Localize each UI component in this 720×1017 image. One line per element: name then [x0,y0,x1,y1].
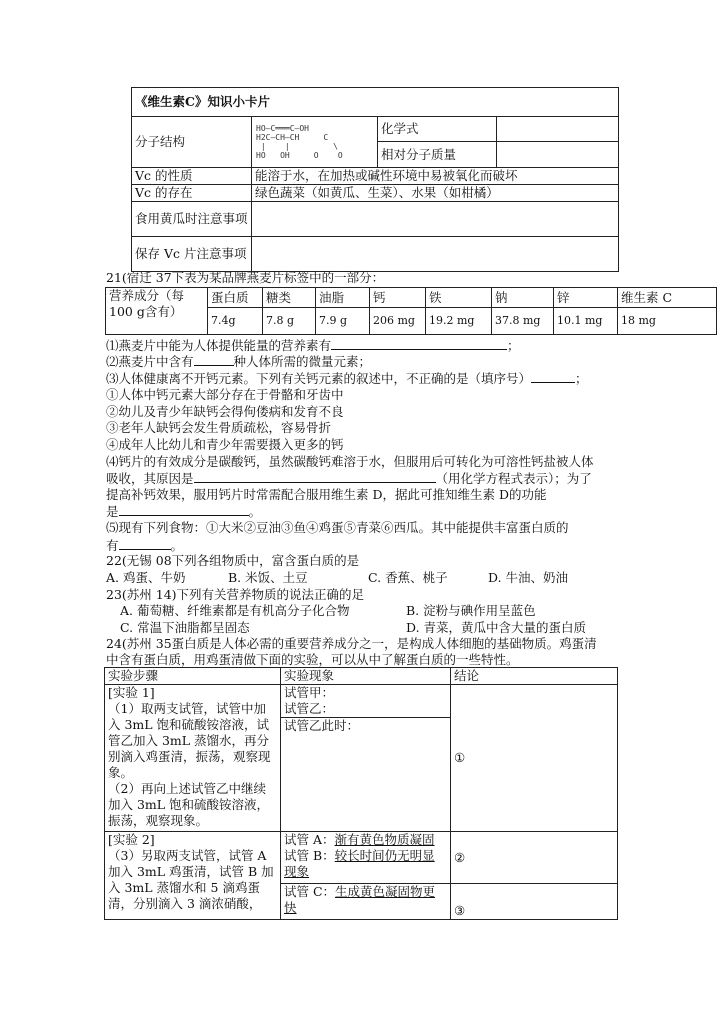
exp1-obs-a: 试管甲： [284,685,335,700]
q21-part5-line2 [106,537,183,554]
q21-p4-text-end: （用化学方程式表示）；为了 [435,471,592,486]
q21-p5-text: 有 [106,538,119,553]
q21-part4-line3: 提高补钙效果，服用钙片时常需配合服用维生素 D，据此可推知维生素 D的功能 [106,487,547,502]
answer-blank[interactable] [194,470,436,483]
punct: 。 [248,504,262,519]
header-steps: 实验步骤 [105,668,281,685]
source-value: 绿色蔬菜（如黄瓜、生菜）、水果（如柑橘） [252,185,619,202]
nutrient-value: 7.9 g [316,308,370,335]
nutrient-name: 铁 [426,288,492,308]
q21-intro: 21(宿迁 37下表为某品牌燕麦片标签中的一部分： [106,270,385,285]
punct: ； [507,338,520,353]
q21-option-1: ①人体中钙元素大部分存在于骨骼和牙齿中 [106,387,344,402]
q23-option-c[interactable]: C. 常温下油脂都呈固态 [120,620,250,635]
exp1-steps: [实验 1] （1）取两支试管，试管中加入 3mL 饱和硫酸铵溶液，试管乙加入 3mL 蒸馏水，再分别滴入鸡蛋清，振荡，观察现象。 （2）再向上述试管乙中继续加入 3mL 饱和硫酸铵溶液，振荡，观察现象。 [105,685,281,832]
exp1-conclusion[interactable]: ① [451,685,618,832]
q21-option-3: ③老年人缺钙会发生骨质疏松，容易骨折 [106,420,332,435]
property-value: 能溶于水，在加热或碱性环境中易被氧化而破坏 [252,168,619,185]
q21-p4-text: 是 [106,504,119,519]
exp2-obs-c-cell [281,884,451,920]
q21-p4-text: 吸收，其原因是 [106,471,194,486]
q21-part2 [106,353,371,370]
q22-option-a[interactable]: A. 鸡蛋、牛奶 [106,570,186,585]
punct: 。 [170,538,184,553]
q24-stem-line1: 24(苏州 35蛋白质是人体必需的重要营养成分之一，是构成人体细胞的基础物质。鸡蛋清 [106,636,597,651]
exp1-obs-b: 试管乙： [284,701,335,716]
experiment-table [104,667,618,920]
q21-option-4: ④成年人比幼儿和青少年需要摄入更多的钙 [106,437,344,452]
molecule-label: 分子结构 [132,117,252,168]
obs-label: 试管 C： [284,884,336,899]
punct: ； [575,371,588,386]
q21-p1-text: ⑴燕麦片中能为人体提供能量的营养素有 [106,338,332,353]
q21-part4-line1: ⑷钙片的有效成分是碳酸钙，虽然碳酸钙难溶于水，但服用后可转化为可溶性钙盐被人体 [106,454,594,469]
nutrient-value: 7.4g [208,308,263,335]
q23-option-d[interactable]: D. 青菜，黄瓜中含大量的蛋白质 [406,620,587,635]
q23-option-a[interactable]: A. 葡萄糖、纤维素都是有机高分子化合物 [120,603,350,618]
exp2-conclusion-2[interactable]: ② [451,832,618,884]
q21-p2-text-end: 种人体所需的微量元素； [233,354,372,369]
q21-part5-line1: ⑸现有下列食物：①大米②豆油③鱼④鸡蛋⑤青菜⑥西瓜。其中能提供丰富蛋白质的 [106,520,569,535]
q23-stem: 23(苏州 14)下列有关营养物质的说法正确的足 [106,587,365,602]
exp2-conclusion-3[interactable]: ③ [451,884,618,920]
exp1-obs-ab[interactable] [281,685,451,718]
nutrient-value: 206 mg [370,308,426,335]
q21-option-2: ②幼儿及青少年缺钙会得佝偻病和发育不良 [106,404,344,419]
q21-part3 [106,370,588,387]
vc-card-title: 《维生素C》知识小卡片 [132,88,619,117]
answer-blank[interactable] [194,353,234,366]
exp2-obs-b: 较长时间仍无明显现象 [284,848,435,879]
q21-p3-text: ⑶人体健康离不开钙元素。下列有关钙元素的叙述中，不正确的是（填序号） [106,371,532,386]
q22-option-d[interactable]: D. 牛油、奶油 [488,570,569,585]
nutrient-name: 油脂 [316,288,370,308]
q23-option-b[interactable]: B. 淀粉与碘作用呈蓝色 [406,603,536,618]
exp2-obs-ab [281,832,451,884]
q21-p2-text: ⑵燕麦片中含有 [106,354,194,369]
answer-blank[interactable] [531,370,575,383]
nutrient-value: 10.1 mg [554,308,618,335]
nutrition-header-label: 营养成分（每 100 g含有） [106,288,208,335]
nutrient-name: 锌 [554,288,618,308]
nutrient-value: 37.8 mg [492,308,554,335]
answer-blank[interactable] [119,503,249,516]
nutrient-value: 18 mg [618,308,717,335]
q21-part4-line4 [106,503,261,520]
source-label: Vc 的存在 [132,185,252,202]
obs-label: 试管 A： [284,832,335,847]
mass-label: 相对分子质量 [378,142,497,168]
exp2-obs-c: 生成黄色凝固物更快 [284,884,436,915]
q21-part4-line2 [106,470,592,487]
nutrient-name: 钠 [492,288,554,308]
header-conclusion: 结论 [451,668,618,685]
nutrient-value: 7.8 g [263,308,316,335]
cucumber-answer[interactable] [252,202,619,237]
nutrient-value: 19.2 mg [426,308,492,335]
formula-label: 化学式 [378,117,497,142]
cucumber-label: 食用黄瓜时注意事项 [132,202,252,237]
nutrient-name: 钙 [370,288,426,308]
vc-card-table [131,87,619,272]
q21-part1 [106,337,520,354]
answer-blank[interactable] [331,337,507,350]
mass-answer[interactable] [497,142,619,168]
nutrition-table [105,287,717,335]
q22-option-b[interactable]: B. 米饭、土豆 [228,570,308,585]
storage-answer[interactable] [252,237,619,272]
q24-stem-line2: 中含有蛋白质，用鸡蛋清做下面的实验，可以从中了解蛋白质的一些特性。 [106,652,519,667]
exp2-steps: [实验 2] （3）另取两支试管，试管 A 加入 3mL 鸡蛋清，试管 B 加入 3mL 蒸馏水和 5 滴鸡蛋清，分别滴入 3 滴浓硝酸， [105,832,281,920]
exp2-obs-a: 渐有黄色物质凝固 [334,832,435,847]
q22-option-c[interactable]: C. 香蕉、桃子 [368,570,448,585]
q22-stem: 22(无锡 08下列各组物质中，富含蛋白质的是 [106,553,360,568]
nutrient-name: 维生素 C [618,288,717,308]
answer-blank[interactable] [119,537,171,550]
nutrient-name: 糖类 [263,288,316,308]
formula-answer[interactable] [497,117,619,142]
header-observations: 实验现象 [281,668,451,685]
exp1-obs-c[interactable]: 试管乙此时： [281,718,451,832]
obs-label: 试管 B： [284,848,335,863]
nutrient-name: 蛋白质 [208,288,263,308]
storage-label: 保存 Vc 片注意事项 [132,237,252,272]
molecule-structure [252,117,378,168]
vc-structure-diagram: HO—C═══C—OH H2C—CH—CH C | | \ HO OH O O [256,124,348,160]
property-label: Vc 的性质 [132,168,252,185]
